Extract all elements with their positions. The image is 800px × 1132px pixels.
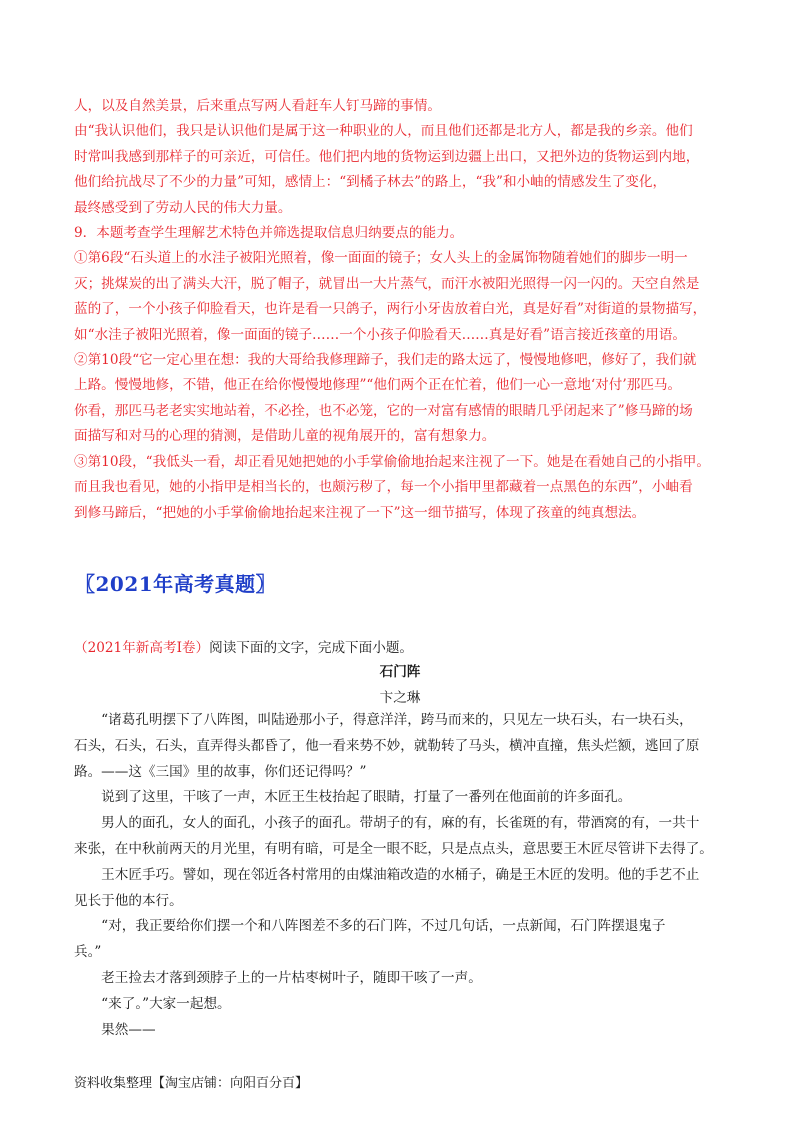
answer-line: 到修马蹄后，“把她的小手掌偷偷地抬起来注视了一下”这一细节描写，体现了孩童的纯真想法。 [74,504,646,521]
passage-line: 兵。” [74,944,102,961]
passage-line: 男人的面孔，女人的面孔，小孩子的面孔。带胡子的有，麻的有，长雀斑的有，带酒窝的有，一共十 [74,815,700,832]
passage-line: “对，我正要给你们摆一个和八阵图差不多的石门阵，不过几句话，一点新闻，石门阵摆退鬼子 [74,918,666,935]
answer-line: 人，以及自然美景，后来重点写两人看赶车人钉马蹄的事情。 [74,98,442,114]
answer-line: ②第10段“它一定心里在想：我的大哥给我修理蹄子，我们走的路太远了，慢慢地修吧，修好了，我们就 [74,352,697,369]
answer-line: 蓝的了，一个小孩子仰脸看天，也许是看一只鸽子，两行小牙齿放着白光，真是好看”对街道的景物描写， [74,301,707,318]
passage-author: 卞之琳 [379,690,421,706]
answer-line: 你看，那匹马老老实实地站着，不必拴，也不必笼，它的一对富有感情的眼睛几乎闭起来了”修马蹄的场 [74,402,693,419]
answer-line: 时常叫我感到那样子的可亲近，可信任。他们把内地的货物运到边疆上出口，又把外边的货物运到内地， [74,148,700,165]
passage-line: 王木匠手巧。譬如，现在邻近各村常用的由煤油箱改造的水桶子，确是王木匠的发明。他的手艺不止 [74,866,700,883]
question-intro [74,636,413,656]
passage-line: 果然—— [74,1021,156,1038]
answer-line: 如“水洼子被阳光照着，像一面面的镜子……一个小孩子仰脸看天……真是好看”语言接近孩童的用语。 [74,326,687,343]
answer-line: 由“我认识他们，我只是认识他们是属于这一种职业的人，而且他们还都是北方人，都是我的乡亲。他们 [74,123,693,140]
page-footer: 资料收集整理【淘宝店铺：向阳百分百】 [74,1076,309,1091]
passage-line: 老王捡去才落到颈脖子上的一片枯枣树叶子，随即干咳了一声。 [74,969,482,986]
answer-line: 灭；挑煤炭的出了满头大汗，脱了帽子，就冒出一大片蒸气，而汗水被阳光照得一闪一闪的。天空自然是 [74,275,700,292]
passage-line: 说到了这里，干咳了一声，木匠王生枝抬起了眼睛，打量了一番列在他面前的许多面孔。 [74,789,632,806]
section-heading: 〖2021年高考真题〗 [75,572,277,596]
passage-title: 石门阵 [379,664,421,680]
answer-line: 上路。慢慢地修，不错，他正在给你慢慢地修理”“他们两个正在忙着，他们一心一意地‘对付’那匹马。 [74,377,682,394]
answer-line: 面描写和对马的心理的猜测，是借助儿童的视角展开的，富有想象力。 [74,428,496,445]
answer-explanation [74,94,726,526]
passage-line: 来张，在中秋前两天的月光里，有明有暗，可是全一眼不眨，只是点点头，意思要王木匠尽管讲下去得了。 [74,840,713,857]
answer-line: 9．本题考查学生理解艺术特色并筛选提取信息归纳要点的能力。 [74,225,464,242]
question-source: （2021年新高考Ⅰ卷） [74,640,210,656]
answer-line: 最终感受到了劳动人民的伟大力量。 [74,199,292,216]
passage-line: 见长于他的本行。 [74,892,183,909]
answer-line: 他们给抗战尽了不少的力量”可知，感情上：“到橘子林去”的路上，“我”和小岫的情感发生了变化， [74,174,667,191]
passage-line: 石头，石头，石头，直弄得头都昏了，他一看来势不妙，就勒转了马头，横冲直撞，焦头烂额，逃回了原 [74,737,700,754]
answer-line: ③第10段，“我低头一看，却正看见她把她的小手掌偷偷地抬起来注视了一下。她是在看她自己的小指甲。 [74,453,710,470]
passage-line: “来了。”大家一起想。 [74,995,231,1012]
passage-line: 路。——这《三国》里的故事，你们还记得吗？” [74,763,367,780]
question-instruction: 阅读下面的文字，完成下面小题。 [209,640,414,656]
answer-line: ①第6段“石头道上的水洼子被阳光照着，像一面面的镜子；女人头上的金属饰物随着她们的脚步一明一 [74,250,688,267]
passage-line: “诸葛孔明摆下了八阵图，叫陆逊那小子，得意洋洋，跨马而来的，只见左一块石头，右一块石头， [74,712,693,728]
passage-body [74,708,734,1043]
answer-line: 而且我也看见，她的小指甲是相当长的，也颇污秽了，每一个小指甲里都藏着一点黑色的东西”，小岫看 [74,479,693,496]
